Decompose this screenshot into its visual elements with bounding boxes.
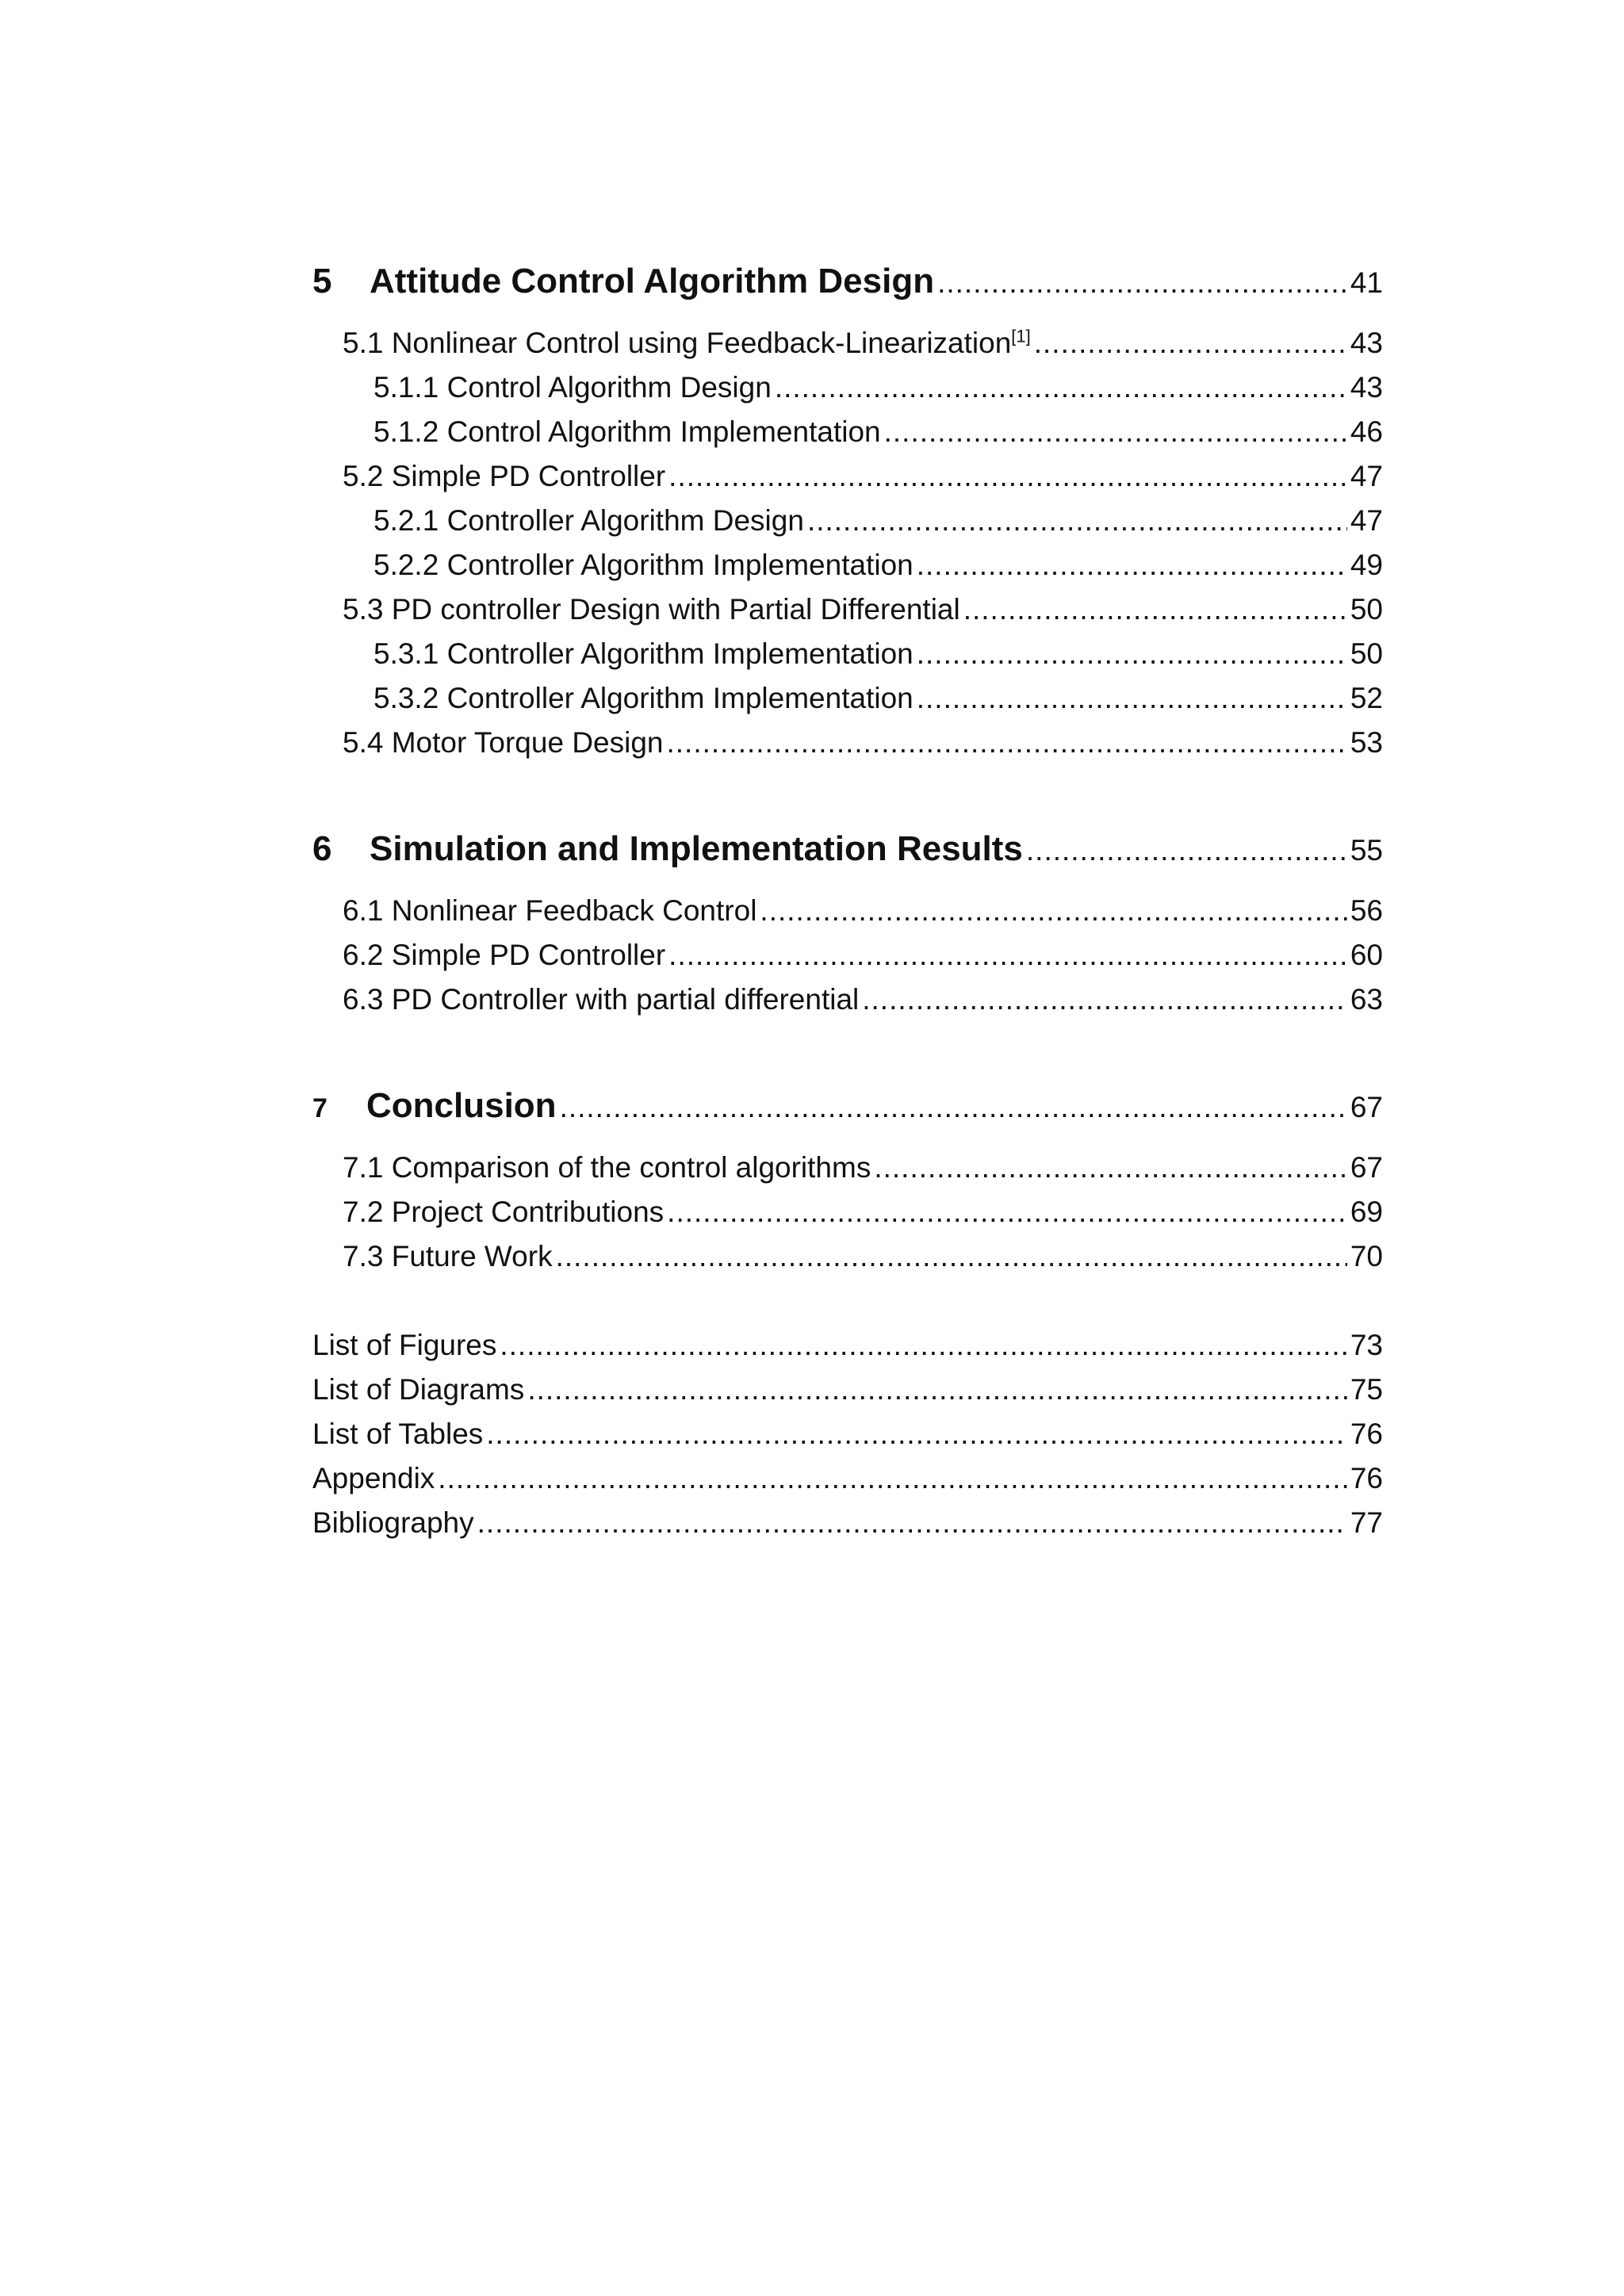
toc-entry-7-1[interactable] [312,1151,1383,1196]
toc-list-of-figures[interactable] [312,1329,1383,1373]
entry-label: 5.2 Simple PD Controller [343,460,666,492]
table-of-contents [312,262,1383,1551]
page-number: 73 [1350,1329,1383,1361]
dot-leader [1026,834,1347,867]
entry-label: List of Figures [312,1329,497,1361]
chapter-title: 6 Simulation and Implementation Results [312,829,1023,868]
toc-entry-6-1[interactable] [312,894,1383,939]
dot-leader [963,593,1347,626]
toc-entry-6-3[interactable] [312,983,1383,1027]
entry-label: List of Tables [312,1418,484,1450]
dot-leader [917,682,1347,715]
toc-entry-5-1-1[interactable] [312,371,1383,415]
page-number: 70 [1350,1240,1383,1272]
toc-appendix[interactable] [312,1462,1383,1506]
dot-leader [560,1091,1347,1124]
entry-label: 5.1.1 Control Algorithm Design [373,371,772,404]
entry-label: 5.4 Motor Torque Design [343,726,664,759]
entry-label: 5.2.2 Controller Algorithm Implementation [373,549,914,581]
dot-leader [775,371,1347,404]
chapter-title: 7 Conclusion [312,1086,557,1125]
toc-entry-7-3[interactable] [312,1240,1383,1284]
dot-leader [486,1418,1347,1451]
toc-bibliography[interactable] [312,1506,1383,1551]
page-number: 55 [1350,834,1383,867]
page-number: 75 [1350,1373,1383,1406]
toc-entry-5-3[interactable] [312,593,1383,637]
toc-entry-6-2[interactable] [312,939,1383,983]
toc-entry-5-2-1[interactable] [312,504,1383,549]
dot-leader [884,415,1347,449]
dot-leader [1034,327,1347,360]
page-number: 69 [1350,1196,1383,1228]
chapter-title: 5 Attitude Control Algorithm Design [312,262,935,300]
dot-leader [667,1196,1347,1229]
page-number: 49 [1350,549,1383,581]
toc-entry-5-4[interactable] [312,726,1383,771]
page-number: 60 [1350,939,1383,971]
section-spacer [312,1027,1383,1086]
dot-leader [917,637,1347,671]
entry-label: 6.3 PD Controller with partial differential [343,983,860,1016]
entry-label: 5.2.1 Controller Algorithm Design [373,504,804,537]
entry-label: 5.3 PD controller Design with Partial Differential [343,593,960,626]
entry-label: Bibliography [312,1506,474,1539]
page-number: 53 [1350,726,1383,759]
page-number: 47 [1350,460,1383,492]
dot-leader [937,266,1347,300]
entry-label: 5.1.2 Control Algorithm Implementation [373,415,881,448]
entry-label: 5.3.2 Controller Algorithm Implementation [373,682,914,714]
dot-leader [917,549,1347,582]
entry-label: 5.1 Nonlinear Control using Feedback-Linearization[1] [343,327,1031,359]
entry-label: 7.2 Project Contributions [343,1196,665,1228]
entry-label: 5.3.1 Controller Algorithm Implementation [373,637,914,670]
dot-leader [667,726,1347,760]
toc-list-of-diagrams[interactable] [312,1373,1383,1418]
page-number: 52 [1350,682,1383,714]
toc-entry-5-2[interactable] [312,460,1383,504]
toc-entry-5-3-1[interactable] [312,637,1383,682]
section-spacer [312,1284,1383,1329]
dot-leader [477,1506,1347,1540]
page-number: 43 [1350,327,1383,359]
dot-leader [527,1373,1347,1406]
page-number: 43 [1350,371,1383,404]
dot-leader [760,894,1346,928]
page-number: 50 [1350,593,1383,626]
dot-leader [874,1151,1347,1184]
dot-leader [438,1462,1347,1495]
toc-entry-7-2[interactable] [312,1196,1383,1240]
page-number: 46 [1350,415,1383,448]
entry-label: 7.1 Comparison of the control algorithms [343,1151,871,1184]
entry-label: 7.3 Future Work [343,1240,553,1272]
entry-label: List of Diagrams [312,1373,525,1406]
toc-entry-5-1-2[interactable] [312,415,1383,460]
entry-label: Appendix [312,1462,435,1494]
dot-leader [862,983,1347,1016]
page-number: 41 [1350,266,1383,299]
toc-list-of-tables[interactable] [312,1418,1383,1462]
page-number: 63 [1350,983,1383,1016]
dot-leader [668,460,1347,493]
toc-chapter-5[interactable] [312,262,1383,309]
toc-entry-5-1[interactable] [312,327,1383,371]
page-number: 67 [1350,1151,1383,1184]
toc-entry-5-2-2[interactable] [312,549,1383,593]
entry-label: 6.1 Nonlinear Feedback Control [343,894,757,927]
toc-chapter-7[interactable] [312,1086,1383,1134]
page-number: 56 [1350,894,1383,927]
dot-leader [556,1240,1347,1273]
dot-leader [668,939,1347,972]
section-spacer [312,771,1383,829]
page-number: 76 [1350,1462,1383,1494]
toc-entry-5-3-2[interactable] [312,682,1383,726]
page-number: 77 [1350,1506,1383,1539]
toc-chapter-6[interactable] [312,829,1383,877]
page-number: 47 [1350,504,1383,537]
page-number: 76 [1350,1418,1383,1450]
entry-label: 6.2 Simple PD Controller [343,939,666,971]
page-number: 67 [1350,1091,1383,1123]
dot-leader [500,1329,1346,1362]
page-number: 50 [1350,637,1383,670]
dot-leader [807,504,1347,538]
